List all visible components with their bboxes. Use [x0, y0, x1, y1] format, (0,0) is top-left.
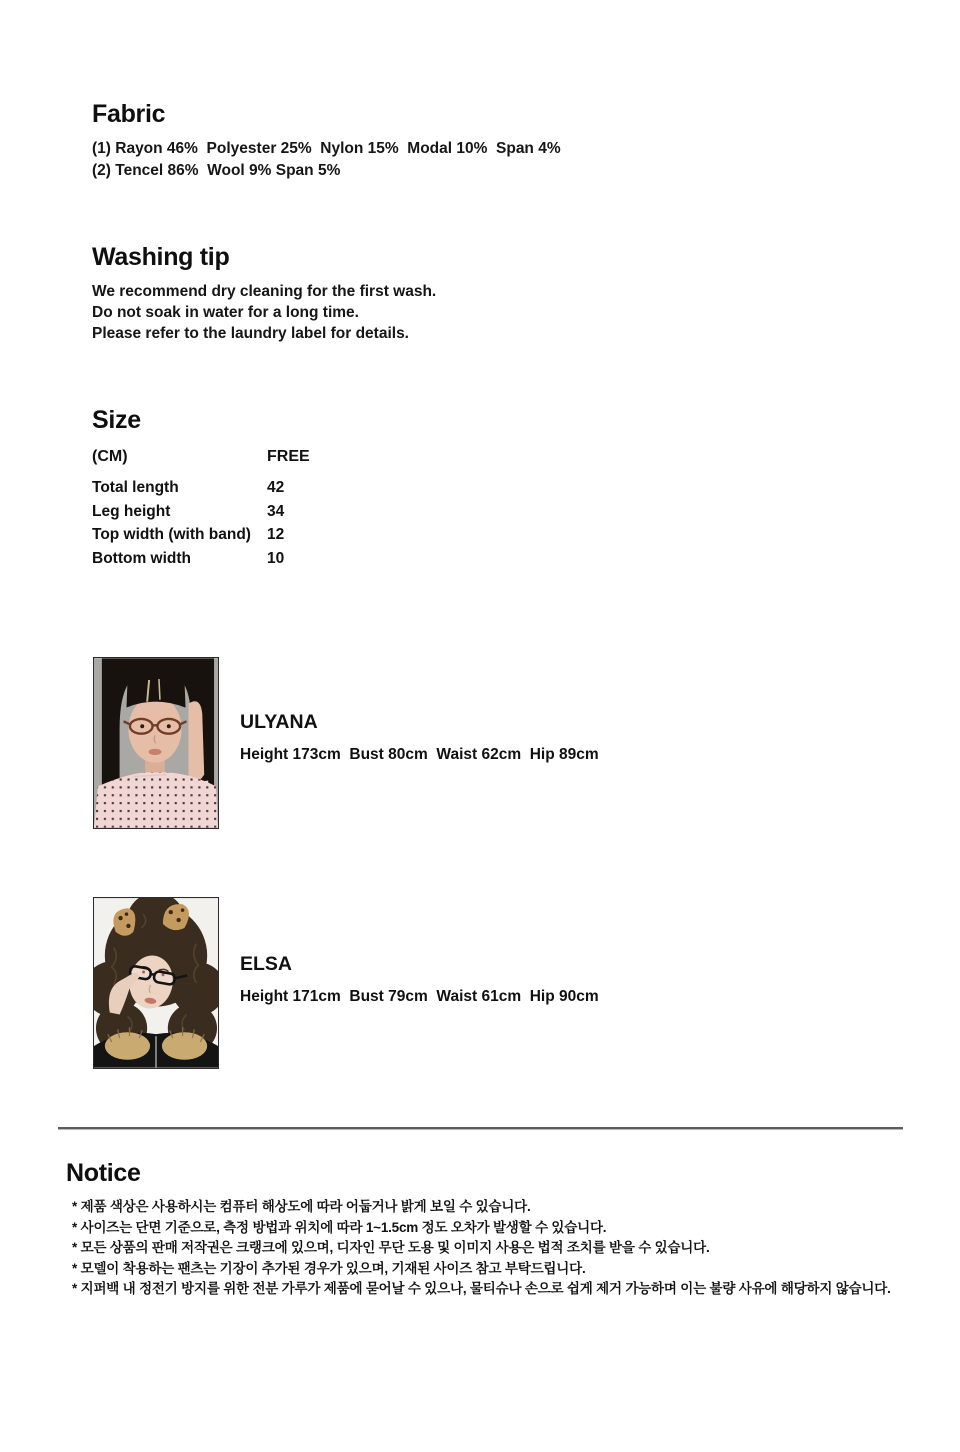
size-title: Size — [92, 406, 141, 434]
notice-item: * 지퍼백 내 정전기 방지를 위한 전분 가루가 제품에 묻어날 수 있으나, 물티슈나 손으로 쉽게 제거 가능하며 이는 불량 사유에 해당하지 않습니다. — [72, 1281, 891, 1297]
model-photo-ulyana-illustration — [94, 658, 218, 828]
model-info-elsa — [240, 952, 599, 1006]
size-table — [92, 448, 357, 570]
size-row-value: 42 — [267, 479, 285, 496]
notice-item: * 모델이 착용하는 팬츠는 기장이 추가된 경우가 있으며, 기재된 사이즈 참고 부탁드립니다. — [72, 1260, 586, 1276]
fabric-lines — [92, 138, 561, 182]
notice-section — [66, 1159, 926, 1300]
washing-tip-lines — [92, 281, 436, 344]
model-stats: Height 171cm Bust 79cm Waist 61cm Hip 90cm — [240, 988, 599, 1005]
hand — [188, 701, 204, 781]
fabric-line: (2) Tencel 86% Wool 9% Span 5% — [92, 162, 341, 179]
washing-tip-line: We recommend dry cleaning for the first wash. — [92, 283, 437, 300]
notice-title: Notice — [66, 1159, 141, 1187]
size-row-label: Total length — [92, 479, 179, 496]
model-info-ulyana — [240, 710, 599, 764]
size-unit-header: (CM) — [92, 448, 128, 465]
size-row-label: Bottom width — [92, 549, 192, 567]
section-divider — [58, 1127, 903, 1130]
washing-tip-line: Do not soak in water for a long time. — [92, 304, 359, 321]
size-row-label: Top width (with band) — [92, 526, 251, 543]
size-row-value: 12 — [267, 526, 285, 543]
washing-tip-section — [92, 243, 436, 344]
size-row-label: Leg height — [92, 502, 171, 520]
size-column-header: FREE — [267, 448, 310, 465]
model-stats: Height 173cm Bust 80cm Waist 62cm Hip 89cm — [240, 746, 599, 763]
notice-item: * 제품 색상은 사용하시는 컴퓨터 해상도에 따라 어둡거나 밝게 보일 수 있습니다. — [72, 1199, 531, 1214]
washing-tip-title: Washing tip — [92, 243, 230, 271]
size-section — [92, 406, 357, 570]
fabric-title: Fabric — [92, 100, 166, 128]
size-row-value: 34 — [267, 502, 285, 520]
model-photo-ulyana — [93, 657, 219, 829]
notice-item: * 모든 상품의 판매 저작권은 크랭크에 있으며, 디자인 무단 도용 및 이미지 사용은 법적 조치를 받을 수 있습니다. — [72, 1240, 710, 1256]
fabric-line: (1) Rayon 46% Polyester 25% Nylon 15% Modal 10% Span 4% — [92, 140, 561, 157]
model-photo-elsa-illustration — [94, 898, 218, 1068]
model-photo-elsa — [93, 897, 219, 1069]
size-row-value: 10 — [267, 549, 285, 567]
washing-tip-line: Please refer to the laundry label for details. — [92, 325, 409, 342]
model-name: ULYANA — [240, 711, 318, 733]
notice-items — [72, 1197, 926, 1300]
model-name: ELSA — [240, 953, 293, 975]
notice-item: * 사이즈는 단면 기준으로, 측정 방법과 위치에 따라 1~1.5cm 정도 오차가 발생할 수 있습니다. — [72, 1219, 607, 1235]
fabric-section — [92, 100, 561, 182]
